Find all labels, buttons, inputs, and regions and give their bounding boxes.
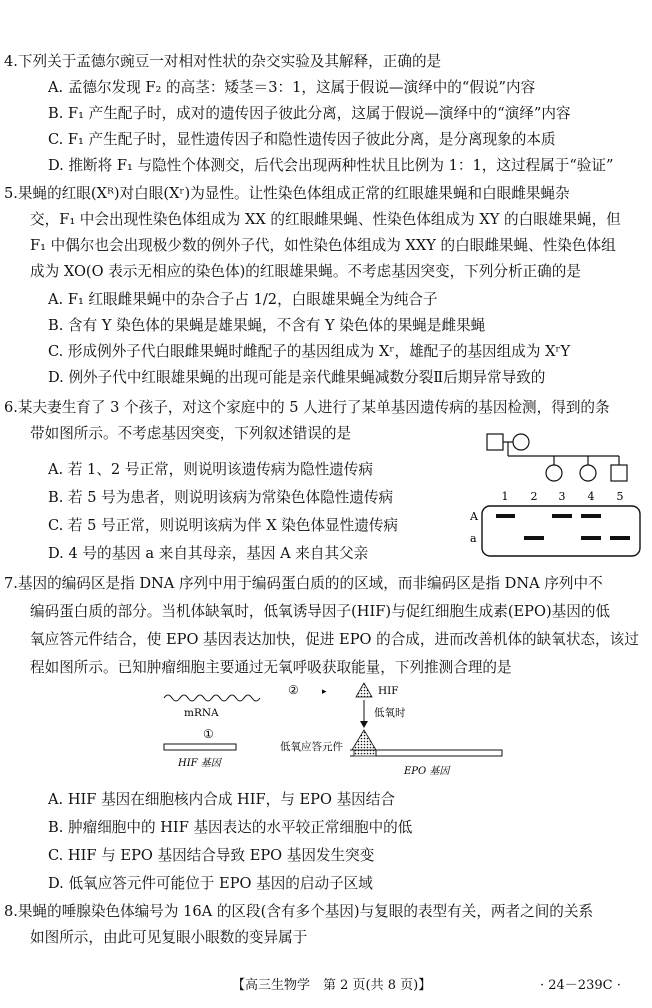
- hif-protein-triangle: [356, 683, 372, 697]
- q7-stem-line: 程如图所示。已知肿瘤细胞主要通过无氧呼吸获取能量，下列推测合理的是: [30, 659, 512, 676]
- lane-number: 1: [501, 490, 509, 503]
- q5-stem-line: 5.果蝇的红眼(Xᴿ)对白眼(Xʳ)为显性。让性染色体组成正常的红眼雄果蝇和白眼雌果蝇杂: [4, 185, 570, 202]
- gel-outline: [482, 506, 640, 556]
- q8-stem-line: 如图所示，由此可见复眼小眼数的变异属于: [30, 929, 308, 946]
- lane-number: 5: [616, 490, 624, 503]
- arrow-right-icon: ▸: [322, 687, 327, 697]
- arrow-down-icon: [360, 721, 368, 728]
- q5-stem-line: F₁ 中偶尔也会出现极少数的例外子代，如性染色体组成为 XXY 的白眼雌果蝇、性染色体组: [30, 237, 616, 254]
- page-footer-label: 【高三生物学 第 2 页(共 8 页)】: [232, 978, 432, 993]
- q6-stem-line: 6.某夫妻生育了 3 个孩子，对这个家庭中的 5 人进行了某单基因遗传病的基因检测，得到的条: [4, 399, 610, 416]
- step-1-marker: ①: [203, 727, 214, 741]
- q4-stem: 4.下列关于孟德尔豌豆一对相对性状的杂交实验及其解释，正确的是: [4, 53, 442, 70]
- band: [610, 536, 630, 540]
- hif-gene-bar: [164, 744, 236, 750]
- q4-option-c: C. F₁ 产生配子时，显性遗传因子和隐性遗传因子彼此分离，是分离现象的本质: [48, 131, 556, 148]
- q6-stem-line: 带如图所示。不考虑基因突变，下列叙述错误的是: [30, 425, 352, 442]
- band: [524, 536, 544, 540]
- q5-option-b: B. 含有 Y 染色体的果蝇是雄果蝇，不含有 Y 染色体的果蝇是雌果蝇: [48, 317, 486, 334]
- row-label-a-lower: a: [470, 532, 477, 545]
- pedigree-father-square: [487, 434, 503, 450]
- q7-stem-line: 氧应答元件结合，使 EPO 基因表达加快，促进 EPO 的合成，进而改善机体的缺氧状态，该过: [30, 631, 639, 648]
- pedigree-child-5-square: [611, 465, 627, 481]
- q4-option-b: B. F₁ 产生配子时，成对的遗传因子彼此分离，这属于假说—演绎中的“演绎”内容: [48, 105, 571, 122]
- q5-stem-line: 成为 XO(O 表示无相应的染色体)的红眼雄果蝇。不考虑基因突变，下列分析正确的是: [30, 263, 581, 280]
- row-label-a-upper: A: [470, 510, 478, 523]
- hif-label: HIF: [378, 685, 399, 697]
- hif-gene-label: HIF 基因: [178, 758, 221, 769]
- q7-option-c: C. HIF 与 EPO 基因结合导致 EPO 基因发生突变: [48, 847, 375, 864]
- pedigree-child-4-circle: [580, 465, 596, 481]
- mrna-wave: [164, 695, 260, 701]
- lane-number: 4: [587, 490, 595, 503]
- epo-gene-label: EPO 基因: [404, 766, 450, 777]
- q7-option-a: A. HIF 基因在细胞核内合成 HIF，与 EPO 基因结合: [48, 791, 395, 808]
- page-code: · 24－239C ·: [540, 978, 621, 993]
- bound-hif-triangle: [352, 730, 376, 750]
- element-label: 低氧应答元件: [280, 741, 343, 753]
- pedigree-child-3-circle: [546, 465, 562, 481]
- q5-option-c: C. 形成例外子代白眼雌果蝇时雌配子的基因组成为 Xʳ，雄配子的基因组成为 XʳY: [48, 343, 571, 360]
- band: [581, 536, 601, 540]
- q5-stem-line: 交，F₁ 中会出现性染色体组成为 XX 的红眼雌果蝇、性染色体组成为 XY 的白眼雄果蝇，但: [30, 211, 621, 228]
- q6-option-b: B. 若 5 号为患者，则说明该病为常染色体隐性遗传病: [48, 489, 394, 506]
- band: [581, 514, 601, 518]
- q8-stem-line: 8.果蝇的唾腺染色体编号为 16A 的区段(含有多个基因)与复眼的表型有关，两者之间的关系: [4, 903, 594, 920]
- band: [552, 514, 572, 518]
- q4-option-a: A. 孟德尔发现 F₂ 的高茎：矮茎＝3：1，这属于假说—演绎中的“假说”内容: [48, 79, 536, 96]
- q4-option-d: D. 推断将 F₁ 与隐性个体测交，后代会出现两种性状且比例为 1：1，这过程属于“验证”: [48, 157, 614, 174]
- q7-stem-line: 7.基因的编码区是指 DNA 序列中用于编码蛋白质的的区域，而非编码区是指 DNA 序列中不: [4, 575, 603, 592]
- lane-number: 3: [558, 490, 566, 503]
- q6-option-d: D. 4 号的基因 a 来自其母亲，基因 A 来自其父亲: [48, 545, 369, 562]
- response-element-block: [354, 750, 376, 756]
- hypoxia-label: 低氧时: [374, 707, 406, 719]
- q5-option-a: A. F₁ 红眼雌果蝇中的杂合子占 1/2，白眼雄果蝇全为纯合子: [48, 291, 438, 308]
- step-2-marker: ②: [288, 683, 299, 697]
- q7-hif-epo-figure: [150, 680, 510, 784]
- q7-option-b: B. 肿瘤细胞中的 HIF 基因表达的水平较正常细胞中的低: [48, 819, 413, 836]
- q6-option-a: A. 若 1、2 号正常，则说明该遗传病为隐性遗传病: [48, 461, 373, 478]
- pedigree-mother-circle: [513, 434, 529, 450]
- mrna-label: mRNA: [184, 707, 219, 719]
- q7-option-d: D. 低氧应答元件可能位于 EPO 基因的启动子区域: [48, 875, 373, 892]
- lane-number: 2: [530, 490, 538, 503]
- epo-gene-bar: [376, 750, 502, 756]
- q7-stem-line: 编码蛋白质的部分。当机体缺氧时，低氧诱导因子(HIF)与促红细胞生成素(EPO)基因的低: [30, 603, 611, 620]
- q6-pedigree-gel-figure: [440, 428, 650, 558]
- q6-option-c: C. 若 5 号正常，则说明该病为伴 X 染色体显性遗传病: [48, 517, 399, 534]
- band: [496, 514, 515, 518]
- q5-option-d: D. 例外子代中红眼雄果蝇的出现可能是亲代雌果蝇减数分裂Ⅱ后期异常导致的: [48, 369, 546, 386]
